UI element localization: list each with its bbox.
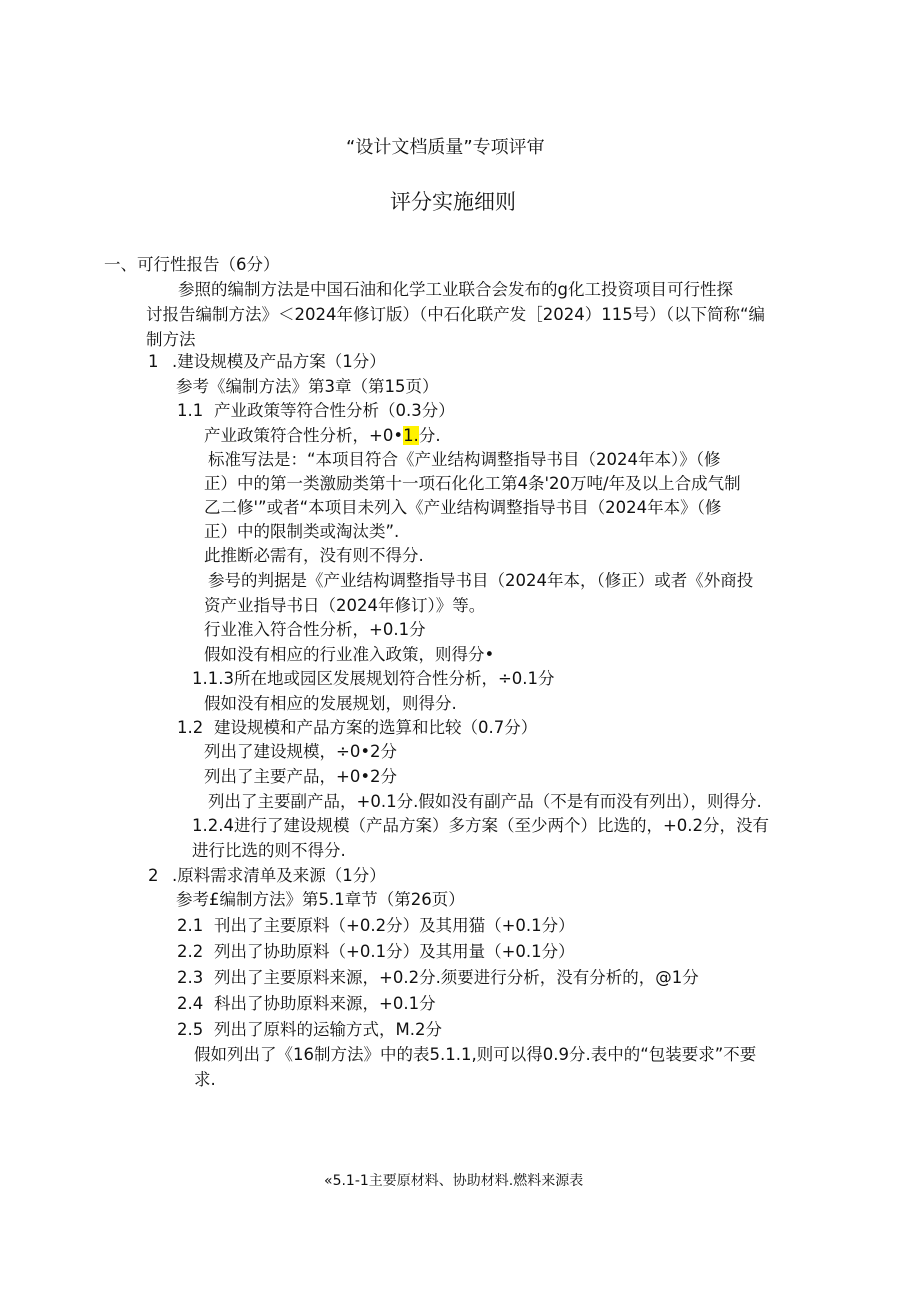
item-1-reference: 参考《编制方法》第3章（第15页）	[176, 377, 439, 396]
item-1-2-4-line-1: 1.2.4进行了建设规模（产品方案）多方案（至少两个）比选的，+0.2分，没有	[192, 816, 770, 835]
required-note: 此推断必需有，没有则不得分.	[204, 546, 424, 565]
note-line-1: 假如列出了《16制方法》中的表5.1.1,则可以得0.9分.表中的“包装要求”不要	[194, 1045, 757, 1064]
item-2-title: .原料需求清单及来源（1分）	[172, 866, 386, 885]
item-2-3-text: 列出了主要原料来源，+0.2分.须要进行分析，没有分析的，@1分	[214, 968, 699, 987]
item-1-2-number: 1.2	[177, 718, 204, 737]
item-2-1-number: 2.1	[177, 916, 204, 935]
item-1-1-number: 1.1	[177, 401, 204, 420]
policy-line	[204, 426, 441, 446]
item-2-number: 2	[148, 866, 159, 885]
item-1-2-2: 列出了主要产品，+0•2分	[204, 767, 398, 786]
standard-line-2: 正）中的第一类激励类第十一项石化化工第4条'20万吨/年及以上合成气制	[204, 474, 741, 493]
industry-line: 行业准入符合性分析，+0.1分	[204, 620, 426, 639]
item-1-1-3: 1.1.3所在地或园区发展规划符合性分析，÷0.1分	[192, 669, 555, 688]
item-1-2-3: 列出了主要副产品，+0.1分.假如没有副产品（不是有而没有列出），则得分.	[208, 792, 762, 811]
note-line-2: 求.	[194, 1070, 216, 1089]
item-1-2-1: 列出了建设规模，÷0•2分	[204, 742, 398, 761]
industry-note: 假如没有相应的行业准入政策，则得分•	[204, 645, 495, 664]
basis-line-2: 资产业指导书日（2024年修订）》等。	[204, 596, 486, 615]
basis-line-1: 参号的判据是《产业结构调整指导书目（2024年本，（修正）或者《外商投	[208, 571, 754, 590]
item-1-2-4-line-2: 进行比选的则不得分.	[192, 841, 346, 860]
doc-subtitle: 评分实施细则	[390, 190, 516, 214]
item-2-5-number: 2.5	[177, 1020, 204, 1039]
policy-line-unit: 分.	[418, 426, 441, 445]
doc-title: “设计文档质量”专项评审	[346, 137, 545, 158]
item-2-2-text: 列出了协助原料（+0.1分）及其用量（+0.1分）	[214, 942, 575, 961]
item-2-4-number: 2.4	[177, 994, 204, 1013]
highlighted-value: 1.	[403, 426, 419, 445]
standard-line-4: 正）中的限制类或淘汰类”.	[204, 522, 400, 541]
item-2-3-number: 2.3	[177, 968, 204, 987]
item-2-4-text: 科出了协助原料来源，+0.1分	[214, 994, 436, 1013]
item-1-1-title: 产业政策等符合性分析（0.3分）	[214, 401, 455, 420]
policy-line-text: 产业政策符合性分析，+0•	[204, 426, 404, 445]
intro-line-1: 参照的编制方法是中国石油和化学工业联合会发布的g化工投资项目可行性探	[178, 280, 733, 299]
item-1-title: .建设规模及产品方案（1分）	[172, 352, 386, 371]
standard-line-3: 乙二修'”或者“本项目未列入《产业结构调整指导书目（2024年本》（修	[204, 498, 722, 517]
table-caption: «5.1-1主要原材料、协助材料.燃料来源表	[324, 1173, 584, 1189]
item-1-1-3-note: 假如没有相应的发展规划，则得分.	[204, 694, 457, 713]
intro-line-3: 制方法	[146, 330, 196, 349]
item-1-number: 1	[148, 352, 159, 371]
item-1-2-title: 建设规模和产品方案的选算和比较（0.7分）	[214, 718, 538, 737]
intro-line-2: 讨报告编制方法》＜2024年修订版）（中石化联产发［2024）115号）（以下简称“编	[146, 305, 766, 324]
item-2-reference: 参考£编制方法》第5.1章节（第26页）	[176, 890, 465, 909]
item-2-1-text: 刊出了主要原料（+0.2分）及其用猫（+0.1分）	[214, 916, 575, 935]
item-2-2-number: 2.2	[177, 942, 204, 961]
section-heading: 一、可行性报告（6分）	[104, 255, 280, 274]
standard-line-1: 标准写法是：“本项目符合《产业结构调整指导书目（2024年本）》（修	[208, 450, 721, 469]
item-2-5-text: 列出了原料的运输方式，M.2分	[214, 1020, 442, 1039]
